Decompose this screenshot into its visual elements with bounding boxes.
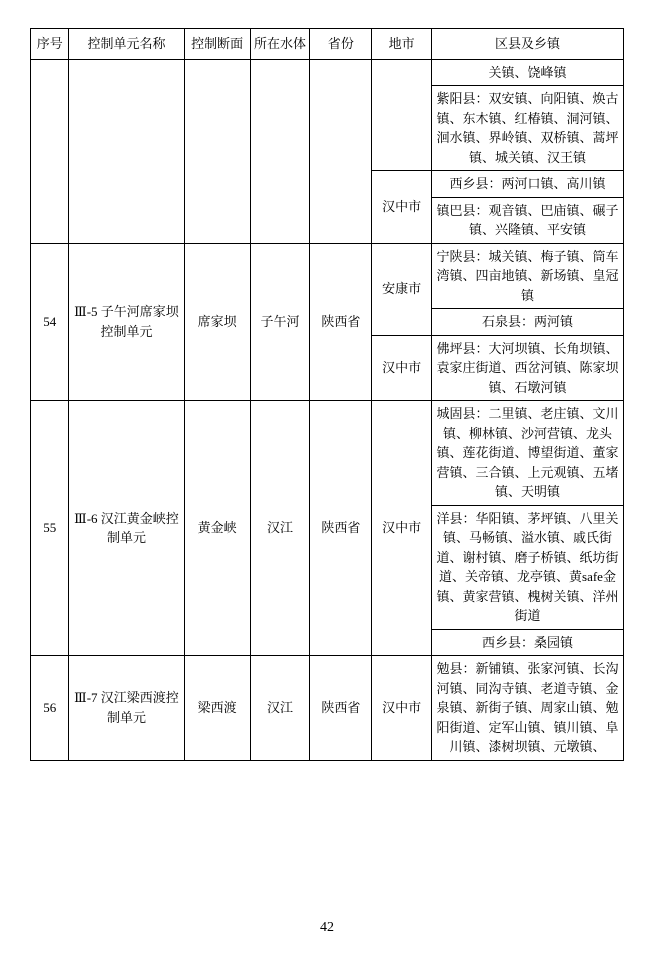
cell-towns: 石泉县：两河镇 — [431, 309, 623, 336]
header-no: 序号 — [31, 29, 69, 60]
cell-towns: 关镇、饶峰镇 — [431, 59, 623, 86]
cell-province: 陕西省 — [310, 401, 372, 656]
cell-towns: 西乡县：两河口镇、高川镇 — [431, 171, 623, 198]
cell-towns: 勉县：新铺镇、张家河镇、长沟河镇、同沟寺镇、老道寺镇、金泉镇、新街子镇、周家山镇、勉阳街道、定军山镇、镇川镇、阜川镇、漆树坝镇、元墩镇、 — [431, 656, 623, 761]
cell-city: 安康市 — [372, 243, 432, 335]
table-row — [31, 401, 624, 506]
cell-section: 梁西渡 — [184, 656, 250, 761]
table-body — [31, 59, 624, 760]
cell-towns: 洋县：华阳镇、茅坪镇、八里关镇、马畅镇、溢水镇、戚氏街道、谢村镇、磨子桥镇、纸坊街道、关帝镇、龙亭镇、黄safe金镇、黄家营镇、槐树关镇、洋州街道 — [431, 505, 623, 629]
cell-city: 汉中市 — [372, 335, 432, 401]
table-header-row — [31, 29, 624, 60]
cell-unit-name: Ⅲ-6 汉江黄金峡控制单元 — [69, 401, 184, 656]
header-towns: 区县及乡镇 — [431, 29, 623, 60]
cell-section: 黄金峡 — [184, 401, 250, 656]
cell-no — [31, 59, 69, 243]
cell-towns: 紫阳县：双安镇、向阳镇、焕古镇、东木镇、红椿镇、洞河镇、洄水镇、界岭镇、双桥镇、蒿坪镇、城关镇、汉王镇 — [431, 86, 623, 171]
table-row — [31, 243, 624, 309]
cell-no: 56 — [31, 656, 69, 761]
cell-towns: 西乡县：桑园镇 — [431, 629, 623, 656]
cell-section — [184, 59, 250, 243]
header-province: 省份 — [310, 29, 372, 60]
cell-province: 陕西省 — [310, 656, 372, 761]
cell-towns: 佛坪县：大河坝镇、长角坝镇、袁家庄街道、西岔河镇、陈家坝镇、石墩河镇 — [431, 335, 623, 401]
cell-city: 汉中市 — [372, 656, 432, 761]
cell-towns: 镇巴县：观音镇、巴庙镇、碾子镇、兴隆镇、平安镇 — [431, 197, 623, 243]
cell-unit-name: Ⅲ-5 子午河席家坝控制单元 — [69, 243, 184, 401]
page-number: 42 — [320, 920, 334, 935]
cell-no: 54 — [31, 243, 69, 401]
header-water-body: 所在水体 — [250, 29, 310, 60]
cell-section: 席家坝 — [184, 243, 250, 401]
control-unit-table — [30, 28, 624, 761]
cell-water-body — [250, 59, 310, 243]
cell-no: 55 — [31, 401, 69, 656]
table-row — [31, 656, 624, 761]
cell-city: 汉中市 — [372, 171, 432, 244]
cell-unit-name: Ⅲ-7 汉江梁西渡控制单元 — [69, 656, 184, 761]
cell-unit-name — [69, 59, 184, 243]
cell-water-body: 子午河 — [250, 243, 310, 401]
header-city: 地市 — [372, 29, 432, 60]
cell-water-body: 汉江 — [250, 656, 310, 761]
cell-city: 汉中市 — [372, 401, 432, 656]
header-section: 控制断面 — [184, 29, 250, 60]
cell-towns: 城固县：二里镇、老庄镇、文川镇、柳林镇、沙河营镇、龙头镇、莲花街道、博望街道、董家营镇、三合镇、上元观镇、五堵镇、天明镇 — [431, 401, 623, 506]
cell-province — [310, 59, 372, 243]
cell-towns: 宁陕县：城关镇、梅子镇、筒车湾镇、四亩地镇、新场镇、皇冠镇 — [431, 243, 623, 309]
cell-water-body: 汉江 — [250, 401, 310, 656]
header-unit-name: 控制单元名称 — [69, 29, 184, 60]
cell-province: 陕西省 — [310, 243, 372, 401]
cell-city — [372, 59, 432, 171]
table-row — [31, 59, 624, 86]
